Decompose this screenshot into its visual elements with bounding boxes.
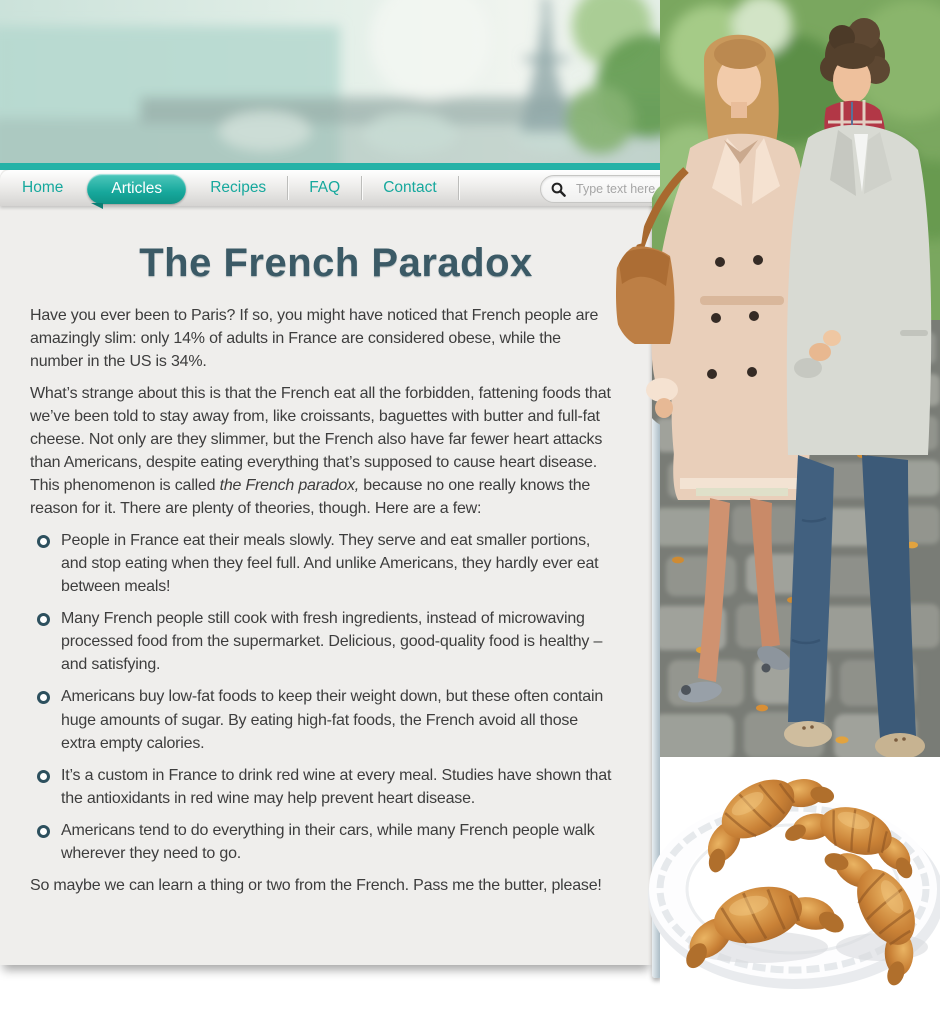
list-item-text: Many French people still cook with fresh ingredients, instead of microwaving processed food from the supermarket. Delicious, good-quality food is healthy – and satisfying. <box>61 610 603 674</box>
list-item-text: Americans buy low-fat foods to keep their weight down, but these often contain huge amounts of sugar. By eating high-fat foods, the French avoid all those extra empty calories. <box>61 688 604 752</box>
list-item-text: People in France eat their meals slowly. They serve and eat smaller portions, and stop eating when they feel full. And unlike Americans, they hardly ever eat between meals! <box>61 532 599 596</box>
article-title: The French Paradox <box>139 241 533 285</box>
bullet-icon <box>37 770 50 783</box>
nav-item-home[interactable]: Home <box>22 179 64 196</box>
list-item-text: It’s a custom in France to drink red wine at every meal. Studies have shown that the antioxidants in red wine may help prevent heart disease. <box>61 766 612 807</box>
nav-item-articles[interactable]: Articles <box>87 174 186 204</box>
italic-phrase: the French paradox, <box>219 477 359 495</box>
couple-walking-photo <box>612 0 940 757</box>
nav-item-contact[interactable]: Contact <box>383 179 437 196</box>
paragraph-text: What’s strange about this is that the French eat all the forbidden, fattening foods that we’ve been told to stay away from, like croissants, baguettes with butter and full-fat cheese. Not only are they slimmer, but the French also have far fewer heart attacks than Americans, despite eating everything that’s supposed to cause heart disease. This phenomenon is called <box>30 385 611 495</box>
nav-separator <box>287 176 288 200</box>
nav-item-faq[interactable]: FAQ <box>309 179 341 196</box>
nav-separator <box>361 176 362 200</box>
bullet-icon <box>37 691 50 704</box>
list-item <box>37 819 612 865</box>
main-nav <box>0 163 662 206</box>
paragraph-intro: Have you ever been to Paris? If so, you might have noticed that French people are amazingly slim: only 14% of adults in France are considered obese, while the number in the US is 34%. <box>30 307 599 371</box>
nav-separator <box>458 176 459 200</box>
paragraph-text: because no one really knows the reason for it. There are plenty of theories, though. Here are a few: <box>30 477 591 518</box>
paragraph-paradox <box>0 382 652 520</box>
bullet-icon <box>37 825 50 838</box>
theories-list <box>0 529 652 864</box>
list-item-text: Americans tend to do everything in their cars, while many French people walk wherever they need to go. <box>61 821 595 862</box>
bullet-icon <box>37 535 50 548</box>
list-item <box>37 529 612 598</box>
nav-accent-bar <box>0 163 662 170</box>
list-item <box>37 764 612 810</box>
bullet-icon <box>37 613 50 626</box>
nav-item-recipes[interactable]: Recipes <box>210 179 267 196</box>
nav-bar <box>0 170 662 206</box>
croissants-photo <box>630 757 940 1013</box>
list-item <box>37 685 612 754</box>
list-item <box>37 607 612 676</box>
closing-paragraph: So maybe we can learn a thing or two from the French. Pass me the butter, please! <box>30 876 602 894</box>
search-icon <box>551 182 566 197</box>
article-content <box>0 205 652 965</box>
